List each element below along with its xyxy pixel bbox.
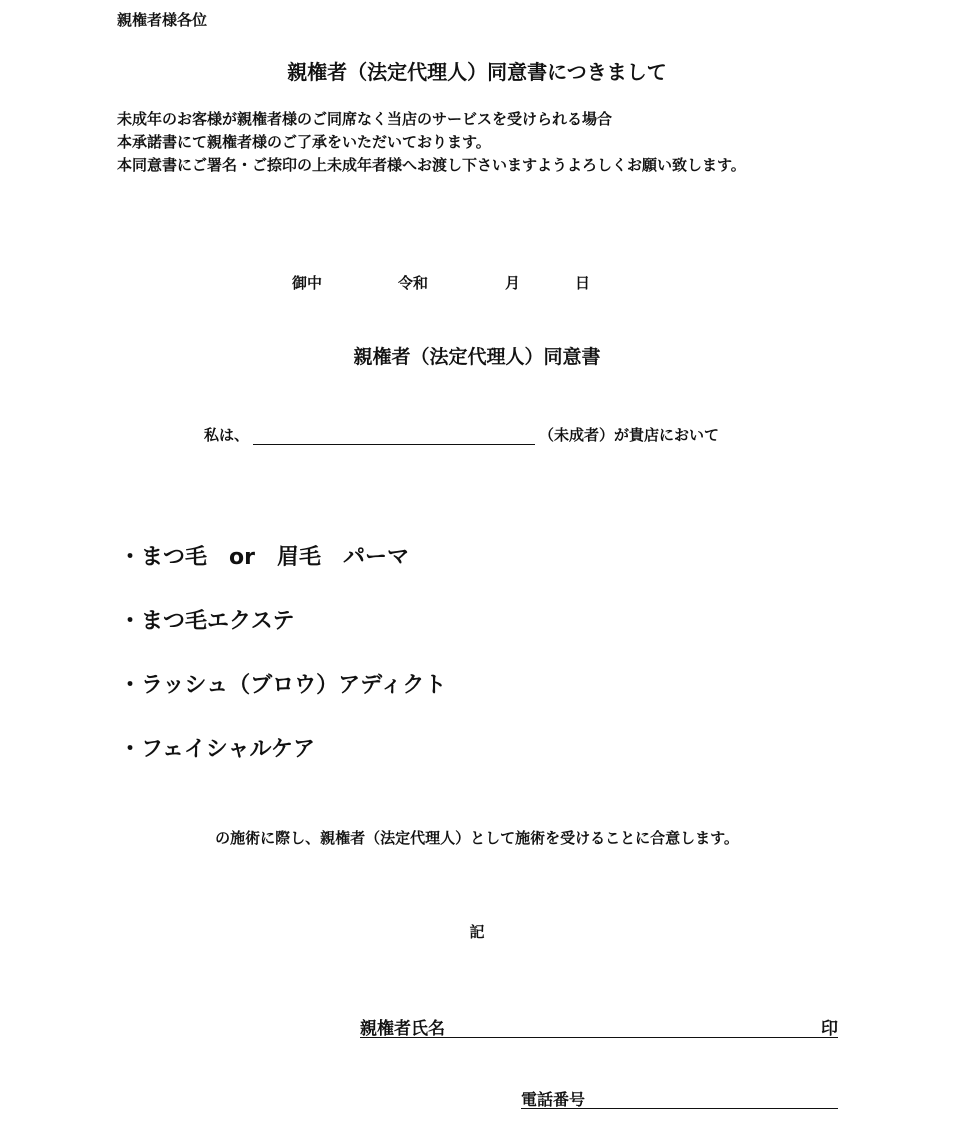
guardian-name-label: 親権者氏名 xyxy=(360,1019,445,1039)
intro-line: 未成年のお客様が親権者様のご同席なく当店のサービスを受けられる場合 xyxy=(117,110,613,128)
intro-paragraph xyxy=(117,108,832,177)
onchu-label: 御中 xyxy=(292,274,323,292)
intro-line: 本承諾書にて親権者様のご了承をいただいております。 xyxy=(117,133,491,151)
month-label: 月 xyxy=(505,274,521,292)
service-item: ・まつ毛エクステ xyxy=(119,609,295,634)
day-label: 日 xyxy=(575,274,591,292)
minor-name-blank[interactable] xyxy=(253,428,535,445)
guardian-name-field[interactable] xyxy=(360,1014,838,1038)
form-title: 親権者（法定代理人）同意書 xyxy=(353,346,601,368)
service-item: ・まつ毛 or 眉毛 パーマ xyxy=(119,545,409,570)
phone-underline xyxy=(521,1108,838,1109)
notice-title: 親権者（法定代理人）同意書につきまして xyxy=(287,60,667,84)
minor-suffix: （未成者）が貴店において xyxy=(539,426,720,444)
seal-label: 印 xyxy=(821,1019,838,1039)
ki-label: 記 xyxy=(469,923,485,941)
date-row xyxy=(0,272,954,294)
addressee: 親権者様各位 xyxy=(117,11,208,29)
service-item: ・フェイシャルケア xyxy=(119,737,316,762)
phone-label: 電話番号 xyxy=(521,1090,586,1109)
service-item: ・ラッシュ（ブロウ）アディクト xyxy=(119,673,447,698)
intro-line: 本同意書にご署名・ご捺印の上未成年者様へお渡し下さいますようよろしくお願い致します。 xyxy=(117,156,746,174)
phone-number-field[interactable] xyxy=(521,1087,838,1109)
guardian-name-underline xyxy=(360,1037,838,1038)
reiwa-label: 令和 xyxy=(398,274,429,292)
minor-name-row xyxy=(204,424,719,448)
minor-prefix: 私は、 xyxy=(204,426,250,444)
consent-text: の施術に際し、親権者（法定代理人）として施術を受けることに合意します。 xyxy=(215,829,739,847)
